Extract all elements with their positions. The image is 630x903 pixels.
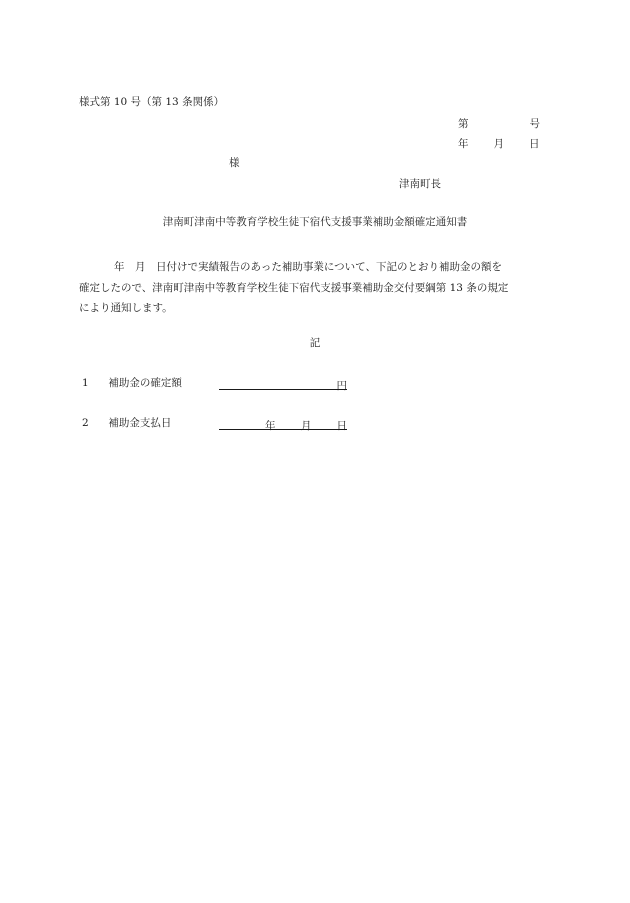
- item-number: 1: [82, 377, 89, 389]
- body-line-3: により通知します。: [79, 302, 173, 314]
- issue-date-year: 年: [458, 138, 469, 150]
- item-label: 補助金の確定額: [108, 377, 182, 389]
- payment-date-year: 年: [265, 420, 276, 432]
- addressee-suffix: 様: [229, 157, 240, 169]
- document-number-prefix: 第: [458, 118, 469, 130]
- item-number: 2: [82, 417, 89, 429]
- issuer-name: 津南町長: [399, 178, 441, 190]
- item-payment-date: [79, 418, 171, 429]
- document-title: 津南町津南中等教育学校生徒下宿代支援事業補助金額確定通知書: [162, 216, 468, 228]
- payment-date-month: 月: [301, 420, 312, 432]
- document-number: [458, 119, 540, 130]
- payment-date-day: 日: [336, 420, 347, 432]
- payment-date-field: [219, 415, 347, 430]
- issue-date: [458, 139, 540, 150]
- body-line-1: 年 月 日付けで実績報告のあった補助事業について、下記のとおり補助金の額を: [114, 261, 502, 273]
- document-number-suffix: 号: [529, 118, 540, 130]
- body-paragraph: [79, 257, 553, 319]
- issue-date-month: 月: [493, 138, 504, 150]
- form-label: 様式第 10 号（第 13 条関係）: [79, 96, 225, 108]
- issue-date-day: 日: [529, 138, 540, 150]
- item-confirmed-amount: [79, 378, 182, 389]
- item-label: 補助金支払日: [108, 417, 172, 429]
- body-line-2: 確定したので、津南町津南中等教育学校生徒下宿代支援事業補助金交付要綱第 13 条の規定: [79, 281, 509, 294]
- confirmed-amount-field: [219, 375, 347, 390]
- amount-unit: 円: [336, 380, 347, 392]
- ki-heading: 記: [309, 337, 321, 349]
